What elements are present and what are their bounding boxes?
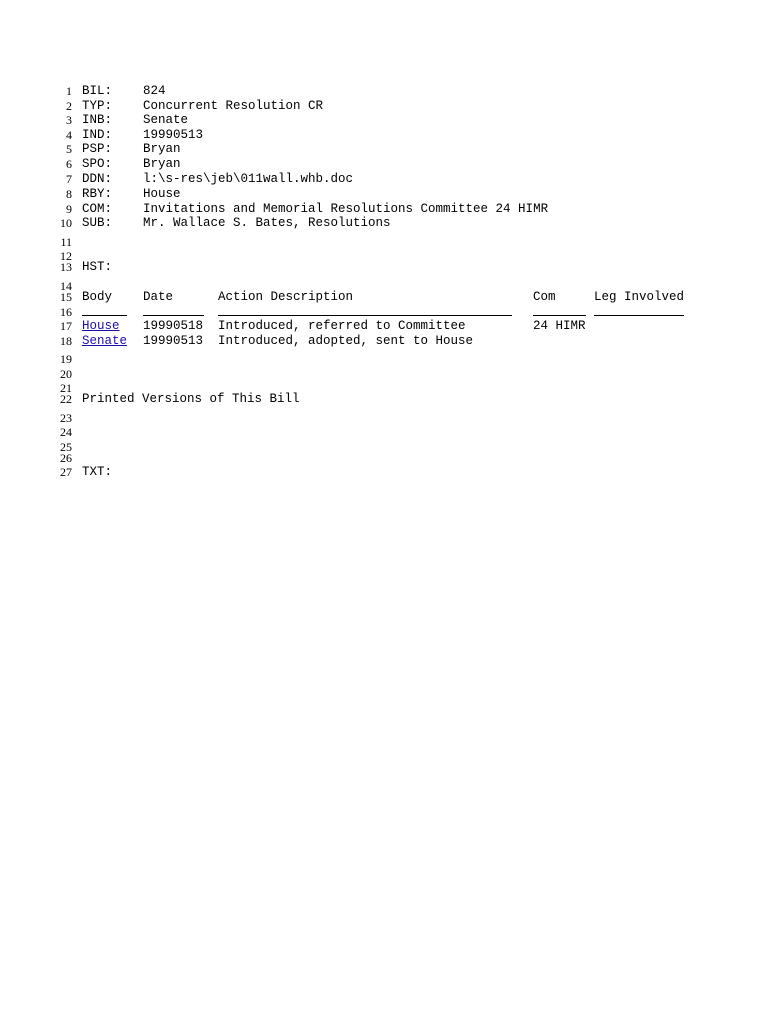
history-row-body-link[interactable]: Senate (82, 334, 128, 348)
field-value-subject: Mr. Wallace S. Bates, Resolutions (143, 216, 391, 230)
line-number: 25 (60, 440, 72, 454)
line-number: 15 (60, 290, 72, 304)
line-number: 22 (60, 392, 72, 406)
printed-versions-heading: Printed Versions of This Bill (82, 392, 300, 406)
field-value-document-name: l:\s-res\jeb\011wall.whb.doc (143, 172, 354, 186)
line-number: 10 (60, 216, 72, 230)
history-row-action: Introduced, referred to Committee (218, 319, 466, 333)
line-number: 16 (60, 305, 72, 319)
line-number: 7 (66, 172, 72, 186)
line-number: 24 (60, 425, 72, 439)
field-value-bill-number: 824 (143, 84, 166, 98)
history-row-date: 19990518 (143, 319, 204, 333)
line-number: 13 (60, 260, 72, 274)
field-value-sponsors: Bryan (143, 157, 181, 171)
field-value-introduced-body: Senate (143, 113, 189, 127)
line-number: 11 (60, 235, 72, 249)
line-number: 20 (60, 367, 72, 381)
history-row-action: Introduced, adopted, sent to House (218, 334, 474, 348)
line-number: 1 (66, 84, 72, 98)
line-number: 17 (60, 319, 72, 333)
line-number: 8 (66, 187, 72, 201)
field-label: RBY: (82, 187, 113, 201)
history-label: HST: (82, 260, 113, 274)
history-header-com: Com (533, 290, 556, 304)
field-label: SPO: (82, 157, 113, 171)
field-label: DDN: (82, 172, 113, 186)
line-number: 4 (66, 128, 72, 142)
field-value-committee: Invitations and Memorial Resolutions Committee 24 HIMR (143, 202, 549, 216)
line-number: 23 (60, 411, 72, 425)
field-value-introduced-date: 19990513 (143, 128, 204, 142)
field-label: INB: (82, 113, 113, 127)
header-underline-date (143, 315, 204, 316)
history-header-leg-involved: Leg Involved (594, 290, 685, 304)
field-value-received-by: House (143, 187, 181, 201)
field-value-type: Concurrent Resolution CR (143, 99, 324, 113)
field-label: IND: (82, 128, 113, 142)
history-row-date: 19990513 (143, 334, 204, 348)
history-header-body: Body (82, 290, 113, 304)
history-header-action: Action Description (218, 290, 354, 304)
line-number: 26 (60, 451, 72, 465)
line-number: 3 (66, 113, 72, 127)
line-number: 2 (66, 99, 72, 113)
header-underline-com (533, 315, 586, 316)
history-row-com: 24 HIMR (533, 319, 586, 333)
field-label: PSP: (82, 142, 113, 156)
line-number: 6 (66, 157, 72, 171)
history-header-date: Date (143, 290, 174, 304)
field-label: SUB: (82, 216, 113, 230)
field-label: TYP: (82, 99, 113, 113)
header-underline-action (218, 315, 512, 316)
header-underline-leg (594, 315, 684, 316)
line-number: 5 (66, 142, 72, 156)
line-number: 9 (66, 202, 72, 216)
field-label: BIL: (82, 84, 113, 98)
line-number: 21 (60, 381, 72, 395)
line-number: 14 (60, 279, 72, 293)
header-underline-body (82, 315, 127, 316)
line-number: 18 (60, 334, 72, 348)
field-label: COM: (82, 202, 113, 216)
field-value-primary-sponsor: Bryan (143, 142, 181, 156)
line-number: 12 (60, 249, 72, 263)
line-number: 27 (60, 465, 72, 479)
history-row-body-link[interactable]: House (82, 319, 120, 333)
text-label: TXT: (82, 465, 113, 479)
line-number: 19 (60, 352, 72, 366)
